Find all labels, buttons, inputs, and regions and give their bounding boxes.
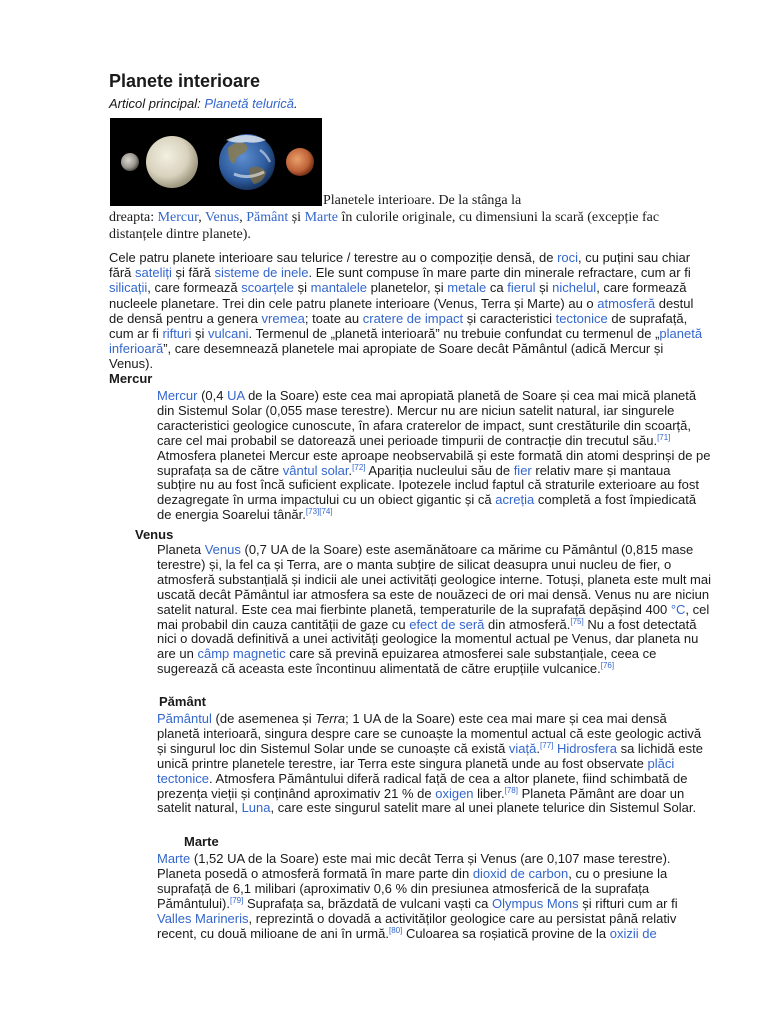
- link-cratere-de-impact[interactable]: cratere de impact: [362, 310, 464, 326]
- link-efect-de-sera[interactable]: efect de seră: [409, 616, 485, 632]
- heading-pamant: Pământ: [159, 694, 206, 709]
- caption-link-mercur[interactable]: Mercur: [157, 210, 199, 225]
- paragraph-venus: Planeta Venus (0,7 UA de la Soare) este asemănătoare ca mărime cu Pământul (0,815 mase terestre) și, la fel ca și Terra, are o manta subțire de silicat deasupra unui nucleu de fier, o atmosferă substanțială și indicii ale unei activități geologice interne. Totuși, planeta este mult mai uscată decât Pământul iar atmosfera sa este de nouăzeci de ori mai densă. Venus nu are niciun satelit natural. Este cea mai fierbinte planetă, temperaturile de la suprafață depășind 400 °C, cel mai probabil din cauza cantității de gaze cu efect de seră din atmosferă.[75] Nu a fost detectată nici o dovadă definitivă a unei activități geologice la momentul actual pe Venus, dar planeta nu are un câmp magnetic care să prevină epuizarea atmosferei sale substanțiale, ceea ce sugerează că aceasta este încontinuu alimentată de către erupțiile vulcanice.[76]: [157, 542, 712, 677]
- link-pamantul[interactable]: Pământul: [157, 711, 212, 726]
- caption-link-marte[interactable]: Marte: [304, 210, 338, 225]
- link-planeta-inferioara[interactable]: planetă inferioară: [109, 326, 703, 357]
- link-grade-celsius[interactable]: °C: [670, 601, 686, 617]
- link-mantalele[interactable]: mantalele: [310, 280, 368, 296]
- link-marte[interactable]: Marte: [157, 851, 191, 866]
- ref-73-74[interactable]: [73][74]: [305, 507, 333, 517]
- main-article-suffix: .: [294, 96, 298, 111]
- heading-venus: Venus: [135, 527, 174, 542]
- link-venus[interactable]: Venus: [204, 542, 241, 557]
- paragraph-pamant: Pământul (de asemenea și Terra; 1 UA de la Soare) este cea mai mare și cea mai densă planetă interioară, singura despre care se cunoaște la momentul actual că este geologic activă și singurul loc din Sistemul Solar unde se cunoaște că există viață.[77] Hidrosfera sa lichidă este unică printre planetele terestre, iar Terra este singura planetă unde au fost observate plăci tectonice. Atmosfera Pământului diferă radical față de cea a altor planete, fiind schimbată de prezența vieții și conținând aproximativ 21 % de oxigen liber.[78] Planeta Pământ are doar un satelit natural, Luna, care este singurul satelit mare al unei planete telurice din Sistemul Solar.: [157, 711, 703, 816]
- mars-planet: [286, 148, 314, 176]
- link-hidrosfera[interactable]: Hidrosfera: [556, 740, 617, 756]
- link-oxigen[interactable]: oxigen: [435, 785, 474, 801]
- link-rifturi[interactable]: rifturi: [162, 326, 192, 342]
- link-oxizii-de[interactable]: oxizii de: [609, 925, 657, 941]
- main-article-prefix: Articol principal:: [109, 96, 201, 111]
- earth-planet: [219, 134, 275, 190]
- link-silicatii[interactable]: silicații: [109, 280, 148, 296]
- mercury-planet: [121, 153, 139, 171]
- venus-planet: [146, 136, 198, 188]
- link-camp-magnetic[interactable]: câmp magnetic: [197, 646, 286, 662]
- inner-planets-image[interactable]: [110, 118, 322, 206]
- page-title: Planete interioare: [109, 71, 261, 91]
- link-nichelul[interactable]: nichelul: [552, 280, 597, 296]
- ref-71[interactable]: [71]: [657, 432, 671, 442]
- link-atmosfera[interactable]: atmosferă: [597, 295, 656, 311]
- link-scoartele[interactable]: scoarțele: [241, 280, 294, 296]
- figure-caption: dreapta: Mercur, Venus, Pământ și Marte în culorile originale, cu dimensiuni la scară (excepție fac distanțele dintre planete).: [109, 210, 660, 242]
- intro-paragraph: Cele patru planete interioare sau telurice / terestre au o compoziție densă, de roci, cu puțini sau chiar fără sateliți și fără sisteme de inele. Ele sunt compuse în mare parte din minerale refractare, cum ar fi silicații, care formează scoarțele și mantalele planetelor, și metale ca fierul și nichelul, care formează nucleele planetare. Trei din cele patru planete interioare (Venus, Terra și Marte) au o atmosferă destul de densă pentru a genera vremea; toate au cratere de impact și caracteristici tectonice de suprafață, cum ar fi rifturi și vulcani. Termenul de „planetă interioară” nu trebuie confundat cu termenul de „planetă inferioară”, care desemnează planetele mai apropiate de Soare decât Pământul (adică Mercur și Venus).: [109, 250, 703, 372]
- paragraph-marte: Marte (1,52 UA de la Soare) este mai mic decât Terra și Venus (are 0,107 mase terestre). Planeta posedă o atmosferă formată în mare parte din dioxid de carbon, cu o presiune la suprafață de 6,1 milibari (aproximativ 0,6 % din presiunea atmosferică de la suprafața Pământului).[79] Suprafața sa, brăzdată de vulcani vaști ca Olympus Mons și rifturi cum ar fi Valles Marineris, reprezintă o dovadă a activităților geologice care au persistat până relativ recent, cu două milioane de ani în urmă.[80] Culoarea sa roșiatică provine de la oxizii de: [157, 851, 678, 941]
- link-roci[interactable]: roci: [557, 250, 579, 265]
- caption-link-venus[interactable]: Venus: [204, 210, 240, 225]
- heading-mercur: Mercur: [109, 371, 153, 386]
- caption-link-pamant[interactable]: Pământ: [246, 210, 289, 225]
- ref-76[interactable]: [76]: [600, 661, 615, 671]
- paragraph-mercur: Mercur (0,4 UA de la Soare) este cea mai apropiată planetă de Soare și cea mai mică planetă din Sistemul Solar (0,055 mase terestre). Mercur nu are niciun satelit natural, iar singurele caracteristici geologice cunoscute, în afara craterelor de impact, sunt crestăturile din scoarță, care cel mai probabil se datorează unei perioade timpurii de contracție din trecutul său.[71] Atmosfera planetei Mercur este aproape neobservabilă și este formată din atomi desprinși de pe suprafața sa de către vântul solar.[72] Apariția nucleului său de fier relativ mare și mantaua subțire nu au fost încă suficient explicate. Ipotezele includ faptul că straturile exterioare au fost dezagregate în urma impactului cu un obiect gigantic și că acreția completă a fost împiedicată de energia Soarelui tânăr.[73][74]: [157, 388, 711, 523]
- ref-72[interactable]: [72]: [352, 462, 366, 472]
- link-viata[interactable]: viață: [508, 740, 537, 756]
- link-acretia[interactable]: acreția: [495, 492, 535, 508]
- link-luna[interactable]: Luna: [241, 800, 271, 816]
- link-vremea[interactable]: vremea: [261, 310, 305, 326]
- link-dioxid-de-carbon[interactable]: dioxid de carbon: [472, 865, 569, 881]
- inner-planets-picture: [110, 118, 322, 206]
- main-article-link[interactable]: Planetă telurică: [204, 96, 295, 111]
- link-sisteme-de-inele[interactable]: sisteme de inele: [214, 265, 309, 281]
- ref-75[interactable]: [75]: [570, 616, 584, 626]
- heading-marte: Marte: [184, 834, 219, 849]
- ref-80[interactable]: [80]: [388, 925, 403, 935]
- link-tectonice[interactable]: tectonice: [555, 310, 608, 326]
- link-valles-marineris[interactable]: Valles Marineris: [157, 910, 249, 926]
- link-sateliti[interactable]: sateliți: [135, 265, 172, 281]
- link-olympus-mons[interactable]: Olympus Mons: [491, 895, 579, 911]
- ref-78[interactable]: [78]: [504, 785, 518, 795]
- link-fier[interactable]: fier: [513, 462, 532, 478]
- link-ua[interactable]: UA: [227, 388, 245, 403]
- ref-79[interactable]: [79]: [229, 895, 244, 905]
- figure-caption-line1: Planetele interioare. De la stânga la: [323, 193, 522, 208]
- link-placi-tectonice[interactable]: plăci tectonice: [157, 755, 675, 786]
- link-mercur[interactable]: Mercur: [157, 388, 198, 403]
- link-vantul-solar[interactable]: vântul solar: [282, 462, 349, 478]
- main-article-note: [109, 96, 298, 111]
- link-fierul[interactable]: fierul: [507, 280, 536, 296]
- link-metale[interactable]: metale: [447, 280, 487, 296]
- link-vulcani[interactable]: vulcani: [208, 326, 249, 342]
- ref-77[interactable]: [77]: [540, 740, 554, 750]
